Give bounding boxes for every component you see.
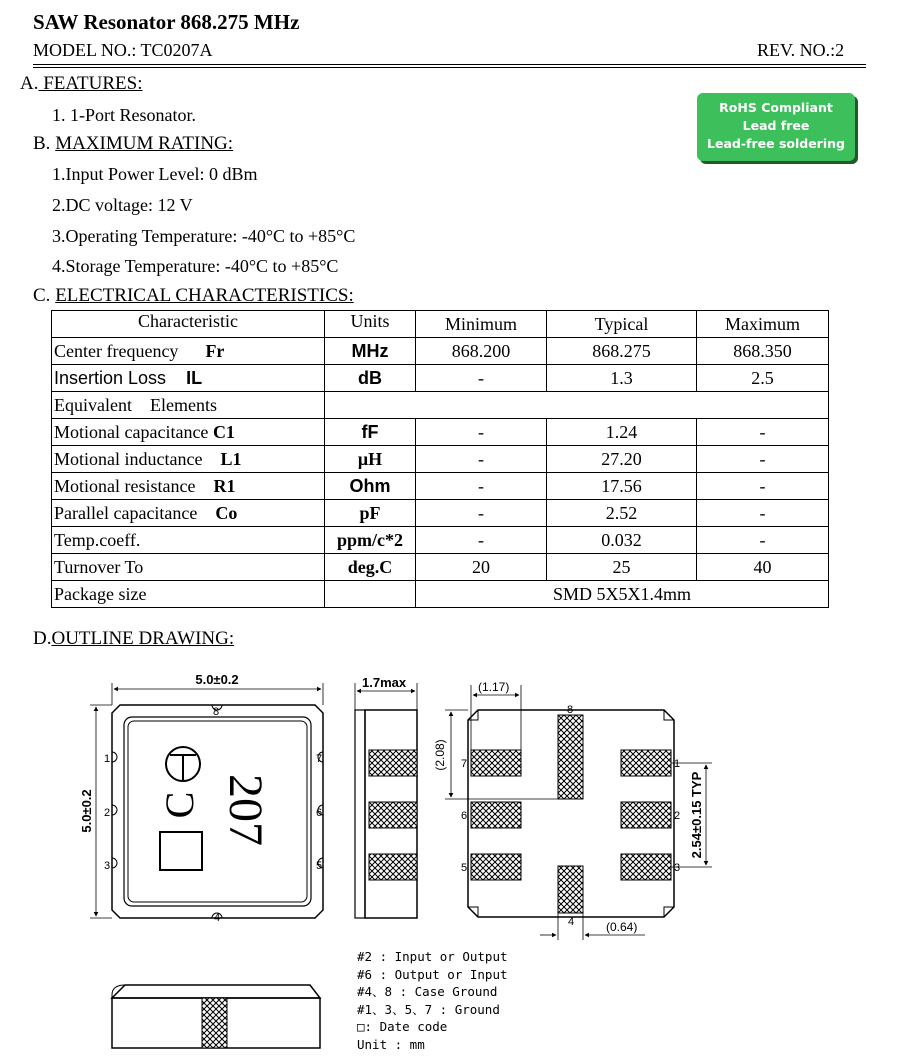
column-header: Minimum [416, 311, 547, 338]
pin-label: 3 [674, 862, 681, 874]
header-rule-top [33, 64, 866, 65]
pin-label: 5 [461, 862, 468, 874]
legend-line: #4、8 : Case Ground [357, 984, 498, 999]
pad-gap-dim: (0.64) [606, 920, 638, 934]
column-header: Characteristic [52, 311, 325, 338]
thickness-dim: 1.7max [362, 675, 407, 690]
pin-label: 6 [461, 810, 468, 822]
outline-heading: D.OUTLINE DRAWING: [33, 628, 235, 649]
header-rule-bottom [33, 67, 866, 68]
electrical-heading: C. ELECTRICAL CHARACTERISTICS: [33, 285, 354, 306]
legend-line: #1、3、5、7 : Ground [357, 1001, 500, 1017]
bottom-view [433, 680, 712, 940]
pin-legend [357, 948, 508, 1053]
table-row: Motional resistance R1 Ohm - 17.56 - [52, 473, 829, 500]
pin-label: 1 [104, 753, 111, 765]
pin-label: 7 [316, 753, 323, 765]
tc-logo [157, 747, 202, 818]
pin-label: 4 [214, 912, 221, 924]
table-row: Motional capacitance C1 fF - 1.24 - [52, 419, 829, 446]
column-header: Units [325, 311, 416, 338]
table-row: Turnover To deg.C 20 25 40 [52, 554, 829, 581]
date-code-box [160, 832, 202, 870]
front-view [112, 985, 320, 1048]
column-header: Typical [547, 311, 697, 338]
table-row: Motional inductance L1 μH - 27.20 - [52, 446, 829, 473]
legend-line: Unit : mm [357, 1036, 425, 1052]
legend-line: #2 : Input or Output [357, 949, 508, 964]
table-row: Temp.coeff. ppm/c*2 - 0.032 - [52, 527, 829, 554]
table-row: Equivalent Elements [52, 392, 829, 419]
table-row: Insertion Loss IL dB - 1.3 2.5 [52, 365, 829, 392]
pin-label: 1 [674, 758, 681, 770]
pin-label: 4 [568, 916, 575, 928]
document-title: SAW Resonator 868.275 MHz [33, 10, 300, 34]
pin-label: 8 [213, 706, 220, 718]
top-height-dim: 5.0±0.2 [79, 789, 94, 833]
pin-label: 6 [316, 807, 323, 819]
top-width-dim: 5.0±0.2 [195, 672, 239, 687]
top-view [79, 672, 323, 924]
pad-height-dim: (2.08) [433, 739, 447, 771]
table-row: Center frequency Fr MHz 868.200 868.275 868.350 [52, 338, 829, 365]
legend-line: □: Date code [357, 1019, 448, 1034]
pin-label: 8 [567, 704, 574, 716]
pin-label: 5 [316, 860, 323, 872]
rating-item: 1.Input Power Level: 0 dBm [52, 164, 258, 184]
feature-item: 1. 1-Port Resonator. [52, 105, 196, 125]
legend-line: #6 : Output or Input [357, 966, 508, 982]
rohs-badge: RoHS Compliant Lead free Lead-free soldering [697, 93, 855, 161]
pad-width-dim: (1.17) [478, 680, 510, 694]
pin-label: 2 [674, 810, 681, 822]
features-heading: A. FEATURES: [20, 73, 143, 94]
pin-label: 3 [104, 860, 111, 872]
side-view [355, 675, 417, 918]
pitch-dim: 2.54±0.15 TYP [689, 771, 704, 859]
pin-label: 2 [104, 807, 111, 819]
table-row: Parallel capacitance Co pF - 2.52 - [52, 500, 829, 527]
max-rating-heading: B. MAXIMUM RATING: [33, 133, 234, 154]
model-number: MODEL NO.: TC0207A [33, 40, 213, 60]
rating-item: 2.DC voltage: 12 V [52, 195, 193, 215]
revision-number: REV. NO.:2 [757, 40, 845, 60]
marking-code: 207 [219, 774, 272, 846]
column-header: Maximum [697, 311, 829, 338]
rating-item: 4.Storage Temperature: -40°C to +85°C [52, 256, 339, 276]
electrical-table [51, 310, 829, 608]
table-row: Package size SMD 5X5X1.4mm [52, 581, 829, 608]
logo-letter: C [157, 791, 202, 819]
table-header-row [52, 311, 829, 338]
pin-label: 7 [461, 758, 468, 770]
rating-item: 3.Operating Temperature: -40°C to +85°C [52, 226, 356, 246]
